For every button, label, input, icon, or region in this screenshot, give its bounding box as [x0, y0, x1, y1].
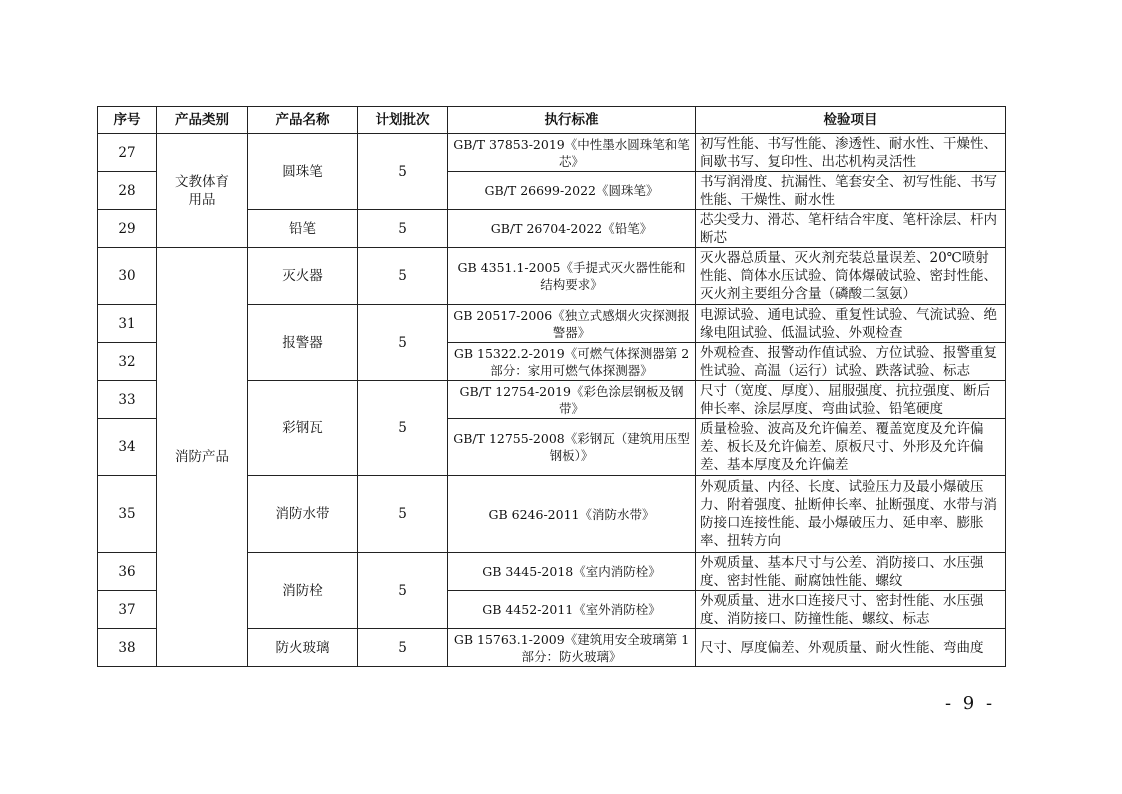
standard-cell: GB 20517-2006《独立式感烟火灾探测报警器》 — [448, 305, 696, 343]
batches-cell: 5 — [358, 476, 448, 553]
header-standard: 执行标准 — [448, 107, 696, 134]
batches-cell: 5 — [358, 248, 448, 305]
table-row — [98, 134, 1006, 172]
row-seq: 36 — [98, 553, 157, 591]
standard-cell: GB 15763.1-2009《建筑用安全玻璃第 1 部分：防火玻璃》 — [448, 629, 696, 667]
items-cell: 灭火器总质量、灭火剂充装总量误差、20℃喷射性能、筒体水压试验、筒体爆破试验、密封性能、灭火剂主要组分含量（磷酸二氢氨） — [696, 248, 1006, 305]
row-seq: 32 — [98, 343, 157, 381]
row-seq: 28 — [98, 172, 157, 210]
page-number: - 9 - — [945, 693, 996, 714]
standard-cell: GB/T 12755-2008《彩钢瓦（建筑用压型钢板）》 — [448, 419, 696, 476]
standard-cell: GB 4351.1-2005《手提式灭火器性能和结构要求》 — [448, 248, 696, 305]
category-cell: 消防产品 — [157, 248, 248, 667]
items-cell: 尺寸（宽度、厚度）、屈服强度、抗拉强度、断后伸长率、涂层厚度、弯曲试验、铅笔硬度 — [696, 381, 1006, 419]
items-cell: 初写性能、书写性能、渗透性、耐水性、干燥性、间歇书写、复印性、出芯机构灵活性 — [696, 134, 1006, 172]
standard-cell: GB 4452-2011《室外消防栓》 — [448, 591, 696, 629]
row-seq: 27 — [98, 134, 157, 172]
row-seq: 29 — [98, 210, 157, 248]
category-cell: 文教体育用品 — [157, 134, 248, 248]
header-row — [98, 107, 1006, 134]
product-name-cell: 消防栓 — [248, 553, 358, 629]
batches-cell: 5 — [358, 381, 448, 476]
row-seq: 34 — [98, 419, 157, 476]
items-cell: 电源试验、通电试验、重复性试验、气流试验、绝缘电阻试验、低温试验、外观检查 — [696, 305, 1006, 343]
items-cell: 尺寸、厚度偏差、外观质量、耐火性能、弯曲度 — [696, 629, 1006, 667]
batches-cell: 5 — [358, 210, 448, 248]
batches-cell: 5 — [358, 134, 448, 210]
standard-cell: GB/T 12754-2019《彩色涂层钢板及钢带》 — [448, 381, 696, 419]
row-seq: 35 — [98, 476, 157, 553]
product-name-cell: 消防水带 — [248, 476, 358, 553]
row-seq: 37 — [98, 591, 157, 629]
row-seq: 31 — [98, 305, 157, 343]
header-items: 检验项目 — [696, 107, 1006, 134]
items-cell: 外观质量、内径、长度、试验压力及最小爆破压力、附着强度、扯断伸长率、扯断强度、水带与消防接口连接性能、最小爆破压力、延申率、膨胀率、扭转方向 — [696, 476, 1006, 553]
header-batches: 计划批次 — [358, 107, 448, 134]
row-seq: 30 — [98, 248, 157, 305]
standard-cell: GB 15322.2-2019《可燃气体探测器第 2 部分：家用可燃气体探测器》 — [448, 343, 696, 381]
standard-cell: GB/T 37853-2019《中性墨水圆珠笔和笔芯》 — [448, 134, 696, 172]
batches-cell: 5 — [358, 305, 448, 381]
items-cell: 外观质量、基本尺寸与公差、消防接口、水压强度、密封性能、耐腐蚀性能、螺纹 — [696, 553, 1006, 591]
standard-cell: GB 6246-2011《消防水带》 — [448, 476, 696, 553]
row-seq: 33 — [98, 381, 157, 419]
inspection-plan-table — [97, 106, 1006, 667]
standard-cell: GB/T 26699-2022《圆珠笔》 — [448, 172, 696, 210]
header-category: 产品类别 — [157, 107, 248, 134]
header-seq: 序号 — [98, 107, 157, 134]
row-seq: 38 — [98, 629, 157, 667]
items-cell: 外观检查、报警动作值试验、方位试验、报警重复性试验、高温（运行）试验、跌落试验、标志 — [696, 343, 1006, 381]
items-cell: 外观质量、进水口连接尺寸、密封性能、水压强度、消防接口、防撞性能、螺纹、标志 — [696, 591, 1006, 629]
items-cell: 书写润滑度、抗漏性、笔套安全、初写性能、书写性能、干燥性、耐水性 — [696, 172, 1006, 210]
product-name-cell: 彩钢瓦 — [248, 381, 358, 476]
product-name-cell: 铅笔 — [248, 210, 358, 248]
standard-cell: GB 3445-2018《室内消防栓》 — [448, 553, 696, 591]
product-name-cell: 防火玻璃 — [248, 629, 358, 667]
table-row — [98, 248, 1006, 305]
items-cell: 质量检验、波高及允许偏差、覆盖宽度及允许偏差、板长及允许偏差、原板尺寸、外形及允许偏差、基本厚度及允许偏差 — [696, 419, 1006, 476]
header-product-name: 产品名称 — [248, 107, 358, 134]
items-cell: 芯尖受力、滑芯、笔杆结合牢度、笔杆涂层、杆内断芯 — [696, 210, 1006, 248]
product-name-cell: 圆珠笔 — [248, 134, 358, 210]
product-name-cell: 报警器 — [248, 305, 358, 381]
product-name-cell: 灭火器 — [248, 248, 358, 305]
standard-cell: GB/T 26704-2022《铅笔》 — [448, 210, 696, 248]
batches-cell: 5 — [358, 629, 448, 667]
batches-cell: 5 — [358, 553, 448, 629]
